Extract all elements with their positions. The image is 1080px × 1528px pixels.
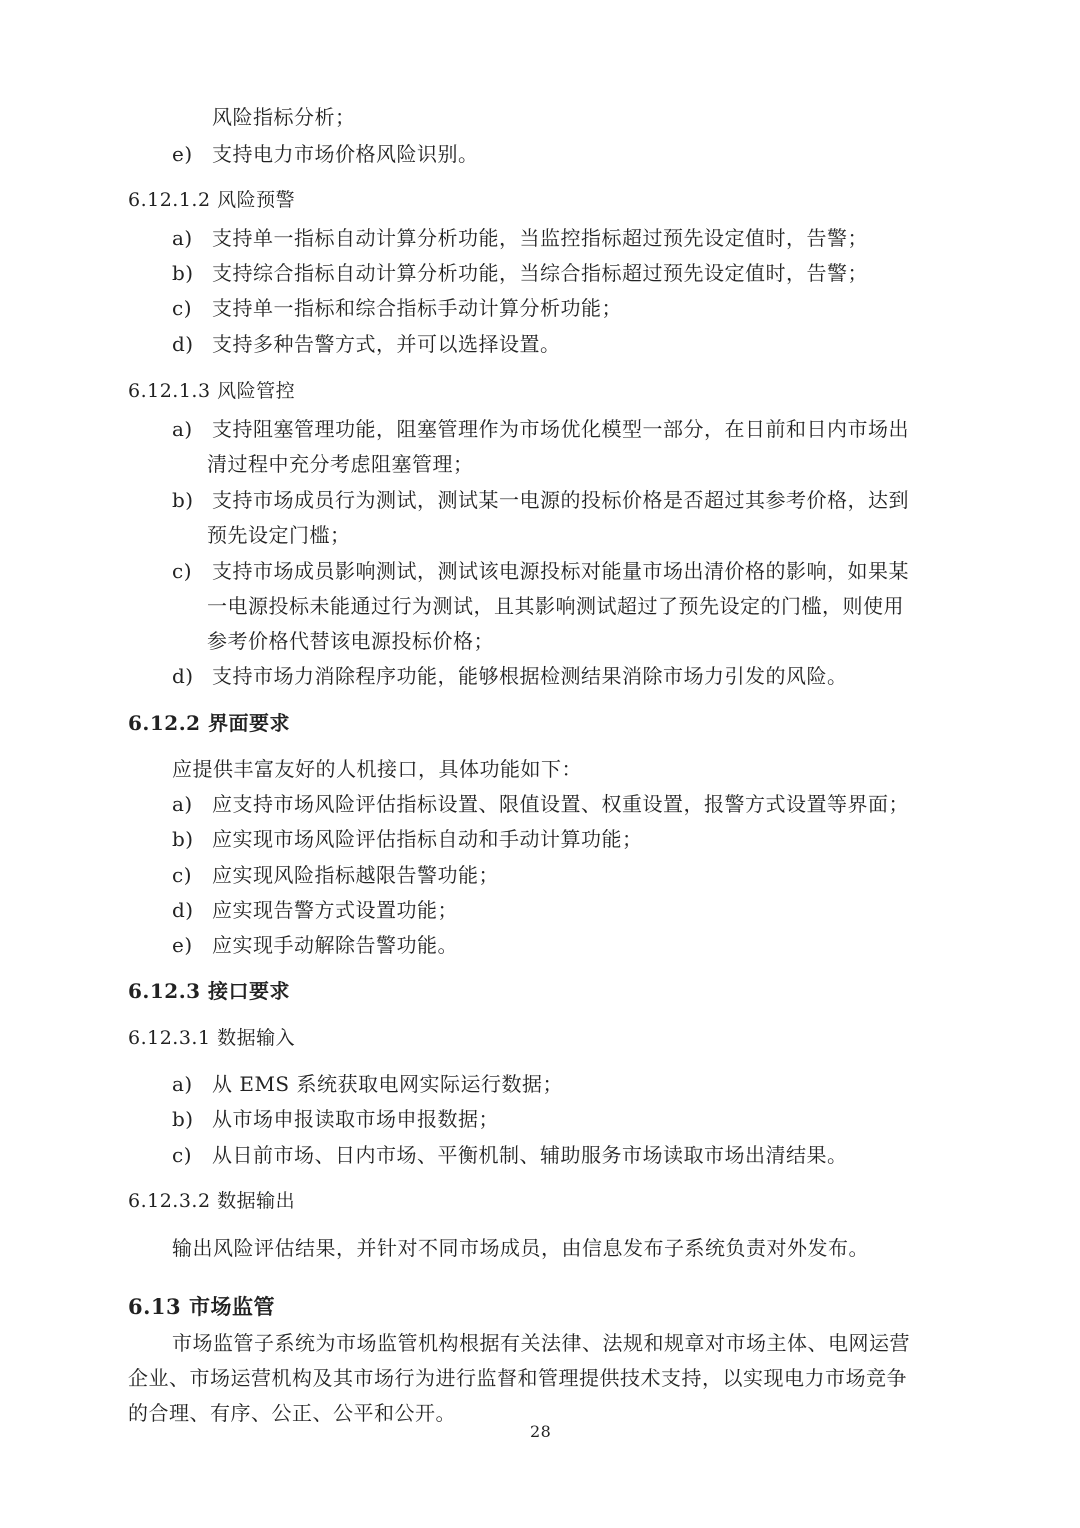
list-item: [172, 896, 458, 924]
list-text-continuation: 清过程中充分考虑阻塞管理；: [207, 452, 474, 476]
list-label: b): [172, 827, 194, 851]
list-label: c): [172, 559, 193, 583]
list-label: e): [172, 933, 193, 957]
list-item: [172, 662, 848, 690]
section-heading-6-12-1-2: 6.12.1.2 风险预警: [128, 189, 296, 211]
list-text: 应支持市场风险评估指标设置、限值设置、权重设置，报警方式设置等界面；: [212, 792, 909, 816]
paragraph: 应提供丰富友好的人机接口，具体功能如下：: [172, 757, 582, 781]
list-label: b): [172, 1107, 194, 1131]
list-item: [172, 790, 909, 818]
section-heading-6-12-3-2: 6.12.3.2 数据输出: [128, 1190, 296, 1212]
section-heading-6-13: 6.13 市场监管: [128, 1294, 275, 1319]
list-label: d): [172, 664, 194, 688]
list-text: 从市场申报读取市场申报数据；: [212, 1107, 499, 1131]
list-text: 应实现手动解除告警功能。: [212, 933, 458, 957]
list-label: a): [172, 1072, 193, 1096]
paragraph-line: 的合理、有序、公正、公平和公开。: [128, 1401, 456, 1425]
list-text: 支持单一指标自动计算分析功能，当监控指标超过预先设定值时，告警；: [212, 226, 868, 250]
page-number: 28: [530, 1422, 552, 1441]
list-text: 从 EMS 系统获取电网实际运行数据；: [212, 1072, 563, 1096]
list-label: b): [172, 488, 194, 512]
list-item: [172, 224, 868, 252]
list-text: 应实现告警方式设置功能；: [212, 898, 458, 922]
list-text: 支持市场力消除程序功能，能够根据检测结果消除市场力引发的风险。: [212, 664, 848, 688]
list-text-continuation: 一电源投标未能通过行为测试，且其影响测试超过了预先设定的门槛，则使用: [207, 594, 904, 618]
list-item: [172, 259, 868, 287]
list-text: 从日前市场、日内市场、平衡机制、辅助服务市场读取市场出清结果。: [212, 1143, 848, 1167]
paragraph: 输出风险评估结果，并针对不同市场成员，由信息发布子系统负责对外发布。: [172, 1236, 869, 1260]
continuation-line: 风险指标分析；: [212, 105, 356, 129]
list-item: [172, 1141, 848, 1169]
list-label: c): [172, 1143, 193, 1167]
list-label: c): [172, 296, 193, 320]
list-item: [172, 1105, 499, 1133]
section-heading-6-12-1-3: 6.12.1.3 风险管控: [128, 380, 296, 402]
paragraph-line: 市场监管子系统为市场监管机构根据有关法律、法规和规章对市场主体、电网运营: [172, 1331, 910, 1355]
list-item: [172, 825, 643, 853]
list-text: 支持市场成员影响测试，测试该电源投标对能量市场出清价格的影响，如果某: [212, 559, 909, 583]
list-label: d): [172, 332, 194, 356]
section-heading-6-12-2: 6.12.2 界面要求: [128, 711, 291, 735]
list-item: [172, 486, 909, 514]
list-label: c): [172, 863, 193, 887]
list-label: d): [172, 898, 194, 922]
list-text: 应实现风险指标越限告警功能；: [212, 863, 499, 887]
list-label: b): [172, 261, 194, 285]
list-text-continuation: 预先设定门槛；: [207, 523, 351, 547]
list-item: [172, 1070, 563, 1098]
list-text: 支持市场成员行为测试，测试某一电源的投标价格是否超过其参考价格，达到: [212, 488, 909, 512]
list-item: [172, 140, 479, 168]
section-heading-6-12-3-1: 6.12.3.1 数据输入: [128, 1027, 296, 1049]
list-text: 应实现市场风险评估指标自动和手动计算功能；: [212, 827, 643, 851]
list-text-continuation: 参考价格代替该电源投标价格；: [207, 629, 494, 653]
list-text: 支持单一指标和综合指标手动计算分析功能；: [212, 296, 622, 320]
list-item: [172, 415, 909, 443]
list-label: e): [172, 142, 193, 166]
section-heading-6-12-3: 6.12.3 接口要求: [128, 979, 291, 1003]
list-text: 支持阻塞管理功能，阻塞管理作为市场优化模型一部分，在日前和日内市场出: [212, 417, 909, 441]
list-text: 支持综合指标自动计算分析功能，当综合指标超过预先设定值时，告警；: [212, 261, 868, 285]
list-label: a): [172, 226, 193, 250]
paragraph-line: 企业、市场运营机构及其市场行为进行监督和管理提供技术支持，以实现电力市场竞争: [128, 1366, 907, 1390]
list-item: [172, 861, 499, 889]
list-item: [172, 931, 458, 959]
list-label: a): [172, 417, 193, 441]
list-text: 支持电力市场价格风险识别。: [212, 142, 479, 166]
list-item: [172, 294, 622, 322]
list-text: 支持多种告警方式，并可以选择设置。: [212, 332, 561, 356]
list-label: a): [172, 792, 193, 816]
list-item: [172, 330, 561, 358]
list-item: [172, 557, 909, 585]
